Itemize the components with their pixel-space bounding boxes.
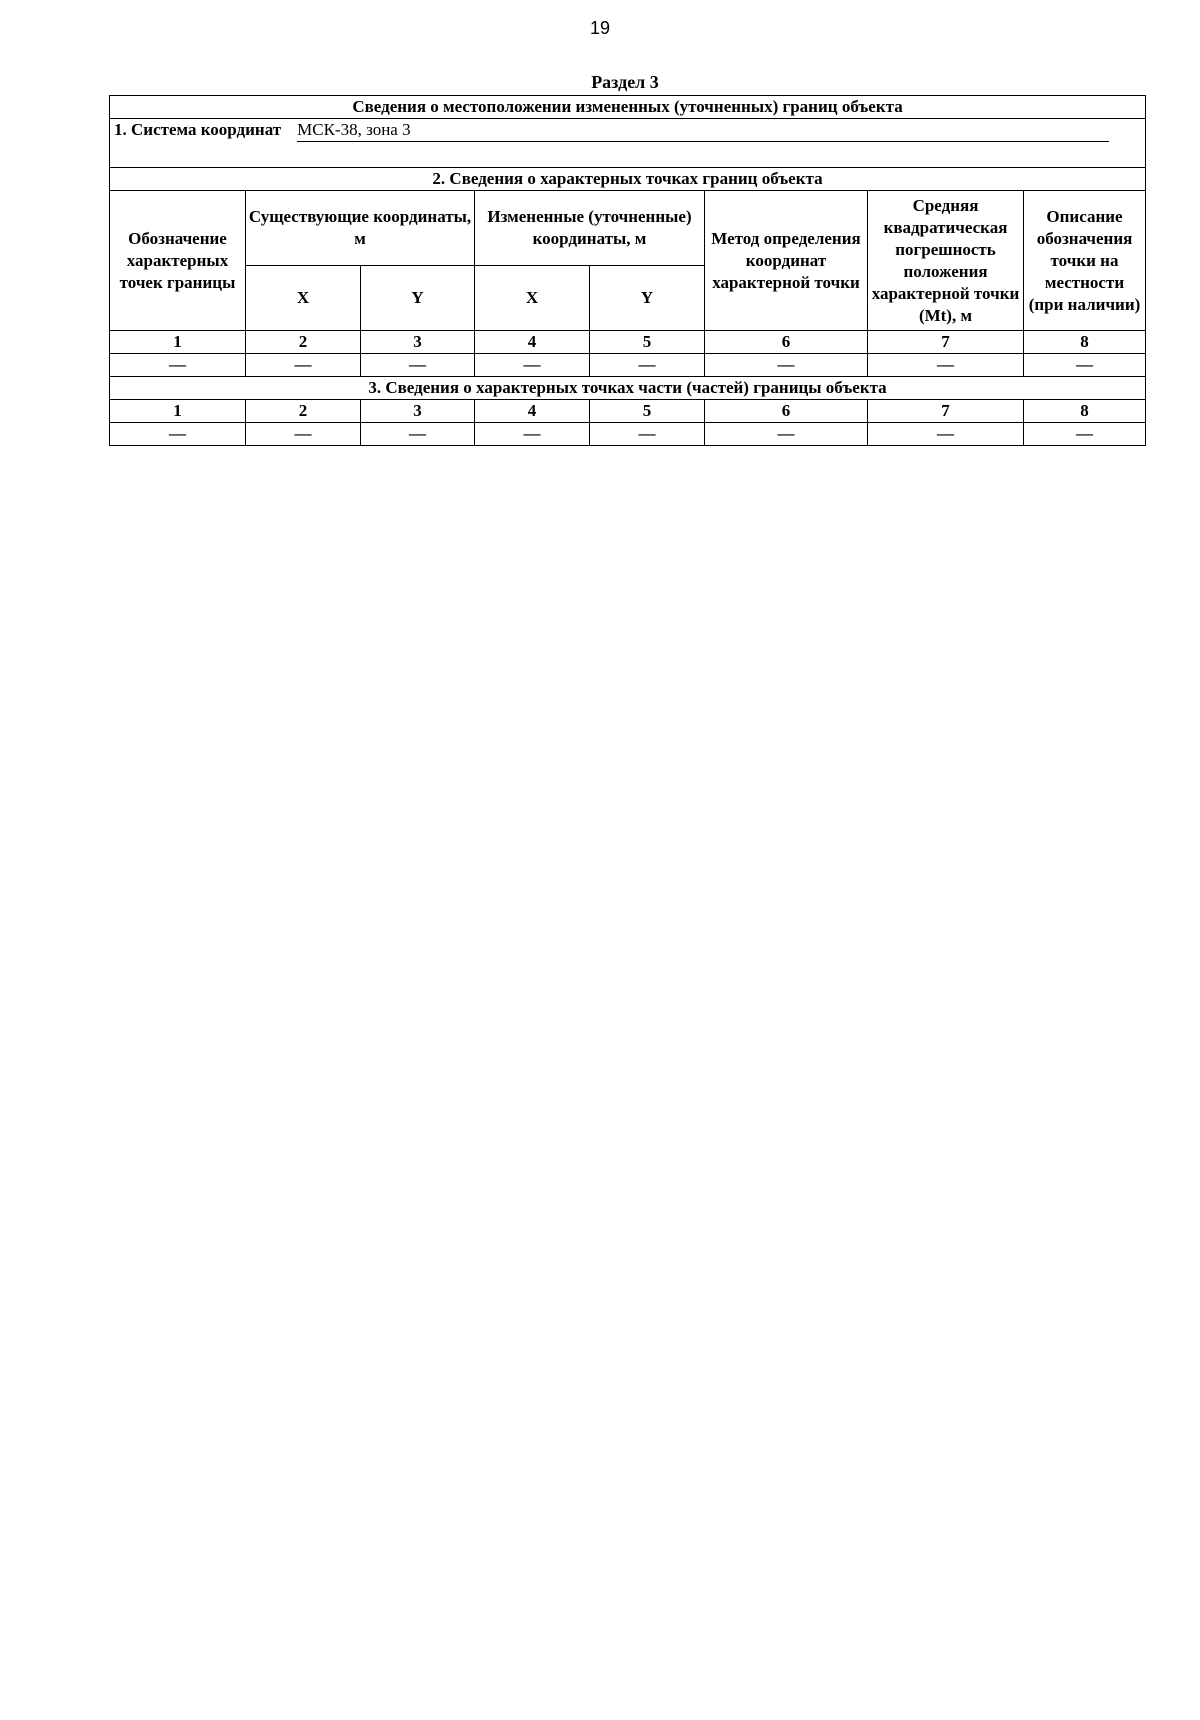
header-changed-y: Y <box>590 266 705 331</box>
boundary-table <box>109 95 1146 446</box>
column-number: 7 <box>868 331 1024 354</box>
table-title: Сведения о местоположении измененных (уточненных) границ объекта <box>110 96 1146 119</box>
parts-section-title: 3. Сведения о характерных точках части (частей) границы объекта <box>110 377 1146 400</box>
parts-column-number-row <box>110 400 1146 423</box>
page-number: 19 <box>589 18 611 38</box>
table-cell: — <box>1024 423 1146 446</box>
points-section-title-row <box>110 168 1146 191</box>
column-number: 3 <box>361 331 475 354</box>
header-designation: Обозначение характерных точек границы <box>110 191 246 331</box>
column-number: 4 <box>475 400 590 423</box>
section-title: Раздел 3 <box>591 72 659 92</box>
header-method: Метод определения координат характерной точки <box>705 191 868 331</box>
column-number: 4 <box>475 331 590 354</box>
points-section-title: 2. Сведения о характерных точках границ объекта <box>110 168 1146 191</box>
table-cell: — <box>110 423 246 446</box>
coordinate-system-row <box>110 119 1146 168</box>
parts-section-title-row <box>110 377 1146 400</box>
table-cell: — <box>868 354 1024 377</box>
column-number: 1 <box>110 400 246 423</box>
table-cell: — <box>246 354 361 377</box>
table-cell: — <box>868 423 1024 446</box>
table-cell: — <box>475 423 590 446</box>
table-cell: — <box>590 354 705 377</box>
column-number: 6 <box>705 400 868 423</box>
column-number: 2 <box>246 400 361 423</box>
table-cell: — <box>1024 354 1146 377</box>
column-number: 5 <box>590 331 705 354</box>
column-number: 8 <box>1024 331 1146 354</box>
table-cell: — <box>110 354 246 377</box>
table-cell: — <box>705 423 868 446</box>
parts-data-row <box>110 423 1146 446</box>
column-number: 3 <box>361 400 475 423</box>
column-number: 7 <box>868 400 1024 423</box>
column-number: 5 <box>590 400 705 423</box>
column-number: 1 <box>110 331 246 354</box>
header-existing-x: X <box>246 266 361 331</box>
header-existing-y: Y <box>361 266 475 331</box>
header-existing-coordinates: Существующие координаты, м <box>246 191 475 266</box>
points-header-row <box>110 191 1146 266</box>
column-number: 6 <box>705 331 868 354</box>
header-changed-coordinates: Измененные (уточненные) координаты, м <box>475 191 705 266</box>
table-cell: — <box>361 354 475 377</box>
table-cell: — <box>475 354 590 377</box>
coordinate-system-cell <box>110 119 1146 168</box>
coordinate-system-label: 1. Система координат <box>114 120 282 139</box>
header-error: Средняя квадратическая погрешность положения характерной точки (Mt), м <box>868 191 1024 331</box>
table-cell: — <box>705 354 868 377</box>
points-data-row <box>110 354 1146 377</box>
points-column-number-row <box>110 331 1146 354</box>
header-changed-x: X <box>475 266 590 331</box>
column-number: 2 <box>246 331 361 354</box>
coordinate-system-value: МСК-38, зона 3 <box>297 119 1109 142</box>
header-description: Описание обозначения точки на местности (при наличии) <box>1024 191 1146 331</box>
table-cell: — <box>361 423 475 446</box>
column-number: 8 <box>1024 400 1146 423</box>
table-cell: — <box>246 423 361 446</box>
table-title-row <box>110 96 1146 119</box>
table-cell: — <box>590 423 705 446</box>
